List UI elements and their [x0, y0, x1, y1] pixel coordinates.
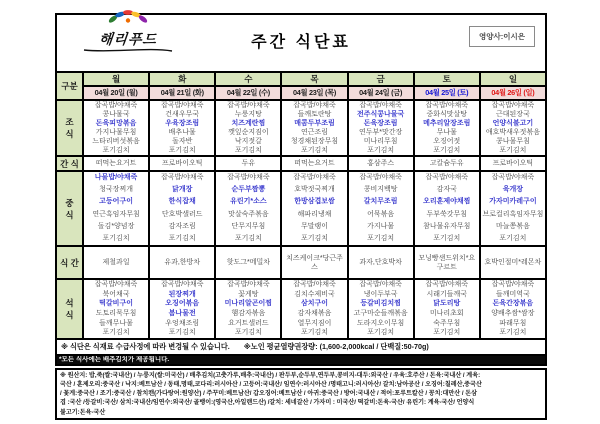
meal-section-label: 석식	[56, 279, 83, 339]
menu-cell	[215, 246, 281, 279]
day-header-cell: 수	[215, 72, 281, 86]
day-header-cell: 일	[480, 72, 546, 86]
meal-section-label: 조식	[56, 100, 83, 156]
menu-item: 잡곡밥/야채죽	[227, 102, 270, 109]
menu-item: 애호박새우젓볶음	[485, 129, 540, 136]
menu-cell	[149, 246, 215, 279]
origin-line: 불고기:돈육-국산	[60, 408, 106, 416]
menu-cell	[215, 156, 281, 171]
menu-cell	[480, 279, 546, 339]
menu-cell	[348, 171, 414, 246]
menu-item: 포기김치	[168, 329, 196, 337]
menu-item: 단호박샐러드	[161, 210, 203, 218]
menu-cell	[281, 246, 347, 279]
menu-item: 포기김치	[499, 329, 527, 337]
menu-item: 무나물	[436, 129, 457, 136]
menu-cell	[348, 246, 414, 279]
menu-item: 김치수제비국	[294, 290, 335, 298]
menu-item: 포기김치	[367, 235, 395, 243]
menu-item: 잡곡밥/야채죽	[359, 102, 402, 109]
menu-item: 양배추쌈*쌈장	[491, 310, 535, 317]
menu-item: 치즈케이크*당근주스	[286, 254, 343, 271]
menu-cell	[215, 279, 281, 339]
menu-item: 가자미카레구이	[489, 198, 537, 206]
meal-section-label: 중식	[56, 171, 83, 246]
menu-item: 포기김치	[300, 235, 329, 243]
menu-cell	[281, 100, 347, 156]
menu-item: 잡곡밥/야채죽	[359, 281, 402, 289]
menu-item: 나물밥/야채죽	[94, 174, 138, 181]
menu-item: 고등어구이	[99, 198, 133, 206]
menu-item: 포기김치	[234, 235, 262, 243]
menu-item: 무말랭이	[300, 222, 329, 230]
menu-item: 우육장조림	[165, 120, 200, 127]
menu-item: 포기김치	[102, 147, 130, 154]
menu-item: 연두부*맛간장	[358, 129, 403, 136]
menu-item: 청국장찌개	[99, 186, 133, 194]
menu-item: 우엉채조림	[165, 319, 200, 327]
menu-item: 잡곡밥/야채죽	[160, 102, 204, 109]
menu-item: 참나물유자무침	[423, 222, 471, 230]
menu-item: 마늘쫑볶음	[496, 222, 530, 230]
menu-cell	[83, 246, 149, 279]
date-cell: 04월 21일 (화)	[149, 86, 215, 100]
menu-item: 포기김치	[433, 329, 461, 337]
menu-item: 잡곡밥/야채죽	[160, 281, 204, 289]
menu-item: 한식잡채	[168, 198, 196, 206]
origin-line: / 꽃게:중국산 / 조기:중국산 / 참치캔(가다랑어:원양산) / 주꾸미:베트남산/ 갑오징어:베트남산 / 아귀:중국산 / 방어:국내산 / 적어:포루트칼산 / 꽁치:대만산 / 돈삼	[60, 390, 478, 398]
menu-item: 메추리알장조림	[423, 120, 471, 127]
menu-item: 잡곡밥/야채죽	[227, 174, 270, 181]
menu-item: 냉이두부국	[363, 290, 398, 298]
menu-cell	[480, 246, 546, 279]
menu-item: 유과,한방차	[164, 259, 201, 267]
menu-item: 콩나물무침	[496, 138, 530, 145]
menu-item: 닭개장	[172, 186, 193, 194]
menu-item: 잡곡밥/야채죽	[293, 281, 336, 289]
menu-item: 콩비지백탕	[363, 186, 398, 194]
menu-item: 호박인절미*레몬차	[484, 259, 542, 267]
menu-cell	[348, 100, 414, 156]
menu-item: 떡갈비구이	[99, 300, 133, 308]
menu-item: 어묵볶음	[367, 210, 395, 218]
menu-item: 미나리알곤이찜	[224, 300, 273, 308]
menu-cell	[281, 156, 347, 171]
menu-item: 들깨미역국	[496, 290, 530, 298]
menu-item: 육개장	[502, 186, 524, 194]
menu-item: 포기김치	[367, 147, 395, 154]
menu-change-notice: ※ 식단은 식재료 수급사정에 따라 변경될 수 있습니다.	[61, 341, 230, 351]
meal-section-label: 간 식	[56, 156, 83, 171]
menu-cell	[149, 279, 215, 339]
day-header-cell: 금	[348, 72, 414, 86]
menu-item: 오리훈제야채찜	[423, 198, 471, 206]
menu-cell	[149, 171, 215, 246]
menu-item: 순두부짬뽕	[231, 186, 266, 194]
page-title: 주간 식단표	[251, 34, 351, 51]
menu-item: 잡곡밥/야채죽	[227, 281, 270, 289]
menu-item: 포기김치	[433, 235, 461, 243]
menu-cell	[83, 100, 149, 156]
origin-line: 겹 :국산 /등갈비:국산/ 삼치:국내산/임연수:외국산/ 골뱅이:(영국산,아일랜드산) /갈치: 세네갈산 / 가자미 : 미국산/ 떡갈비:돈육-국산/ 유린기: 계육-국산/ 언양식	[60, 399, 475, 407]
meal-section-label: 식 간	[56, 246, 83, 279]
menu-cell	[215, 171, 281, 246]
menu-item: 미나리초회	[429, 310, 464, 317]
menu-item: 잡곡밥/야채죽	[425, 281, 469, 289]
menu-item: 홍삼주스	[367, 160, 395, 167]
origin-info-box	[55, 368, 547, 420]
menu-item: 가지나물	[367, 222, 395, 230]
menu-item: 들깨토란탕	[297, 111, 332, 118]
menu-item: 치즈계란찜	[231, 120, 266, 127]
menu-cell	[480, 100, 546, 156]
menu-cell	[414, 156, 480, 171]
kimchi-notice-strip: *모든 식사에는 배추김치가 제공됩니다.	[55, 356, 547, 366]
menu-item: 깻잎순지짐이	[228, 129, 269, 136]
menu-item: 등갈비김치찜	[360, 300, 401, 308]
brand-name: 해리푸드	[98, 31, 158, 47]
menu-item: 과자,단호박차	[359, 259, 402, 267]
menu-item: 잡곡밥/야채죽	[160, 174, 204, 181]
menu-item: 고구마순들깨볶음	[353, 310, 408, 317]
menu-item: 잡곡밥/야채죽	[293, 102, 336, 109]
menu-item: 요거트샐러드	[228, 319, 269, 327]
menu-item: 포기김치	[433, 147, 461, 154]
menu-item: 느타리버섯볶음	[92, 138, 140, 145]
menu-cell	[83, 279, 149, 339]
menu-item: 도라지오이무침	[356, 319, 405, 327]
menu-item: 숙주무침	[433, 319, 461, 327]
menu-cell	[414, 100, 480, 156]
date-cell: 04월 22일 (수)	[215, 86, 281, 100]
notice-row	[55, 340, 547, 356]
menu-item: 누룽지탕	[234, 111, 262, 118]
menu-item: 포기김치	[102, 235, 130, 243]
menu-item: 매콤두부조림	[294, 120, 335, 127]
menu-item: 갈치무조림	[363, 198, 398, 206]
menu-item: 모닝빵샌드위치*요구르트	[418, 254, 476, 271]
menu-item: 호박젓국찌개	[294, 186, 335, 194]
menu-item: 포기김치	[300, 147, 329, 154]
date-cell: 04월 26일 (일)	[480, 86, 546, 100]
menu-item: 들깨무나물	[99, 319, 133, 327]
menu-item: 연근흑임자무침	[92, 210, 140, 218]
menu-item: 감자채볶음	[297, 310, 332, 317]
menu-cell	[83, 171, 149, 246]
menu-item: 미나리무침	[363, 138, 398, 145]
menu-item: 배추나물	[168, 129, 196, 136]
menu-item: 삼치구이	[300, 300, 329, 308]
menu-item: 두유	[241, 160, 256, 167]
menu-item: 잡곡밥/야채죽	[425, 174, 469, 181]
menu-item: 유린기*소스	[230, 198, 267, 206]
menu-content	[55, 13, 547, 420]
menu-item: 중화식맛살탕	[426, 111, 468, 118]
menu-item: 돌김*양념장	[97, 222, 135, 230]
menu-cell	[83, 156, 149, 171]
menu-item: 언양식불고기	[492, 120, 534, 127]
menu-item: 포기김치	[234, 147, 262, 154]
date-cell: 04월 20일 (월)	[83, 86, 149, 100]
menu-item: 포기김치	[499, 235, 527, 243]
date-cell: 04월 23일 (목)	[281, 86, 347, 100]
menu-item: 시래기들깨국	[426, 290, 468, 298]
date-cell: 04월 25일 (토)	[414, 86, 480, 100]
menu-item: 근대된장국	[496, 111, 530, 118]
menu-item: 프로바이오틱	[492, 160, 534, 167]
logo-emblem-icon	[105, 8, 151, 24]
menu-item: 건새우무국	[165, 111, 200, 118]
menu-item: 잡곡밥/야채죽	[293, 174, 336, 181]
menu-item: 잡곡밥/야채죽	[491, 281, 535, 289]
menu-cell	[215, 100, 281, 156]
menu-item: 파래무침	[499, 319, 527, 327]
menu-item: 잡곡밥/야채죽	[425, 102, 469, 109]
day-header-cell: 목	[281, 72, 347, 86]
menu-cell	[480, 171, 546, 246]
menu-item: 잡곡밥/야채죽	[491, 174, 535, 181]
menu-item: 잡곡밥/야채죽	[94, 281, 138, 289]
menu-item: 단무지무침	[231, 222, 266, 230]
menu-cell	[281, 171, 347, 246]
origin-line: ※ 원산지: 밥,죽(쌀:국내산) / 누룽지(쌀:미국산) / 배추김치(고춧가루,배추:국내산) / 판두부,순두부,연두부,콩비지-대두:외국산 / 우육:호주산 / 돈육:국내산 / 계육:	[60, 371, 481, 379]
day-header-cell: 월	[83, 72, 149, 86]
menu-item: 낙지젓갈	[234, 138, 262, 145]
menu-cell	[149, 100, 215, 156]
menu-item: 포기김치	[300, 329, 329, 337]
menu-item: 가지나물무침	[95, 129, 137, 136]
menu-item: 프로바이오틱	[161, 160, 203, 167]
menu-item: 청경채된장무침	[290, 138, 339, 145]
menu-item: 한방삼겹보쌈	[294, 198, 335, 206]
menu-item: 콩나물국	[102, 111, 130, 118]
dietitian-badge: 영양사:이시은	[469, 26, 535, 47]
menu-item: 돈육장조림	[363, 120, 398, 127]
menu-item: 오징어젓	[433, 138, 461, 145]
menu-item: 해파리냉채	[297, 210, 332, 218]
menu-item: 연근조림	[300, 129, 329, 136]
menu-cell	[414, 171, 480, 246]
menu-item: 감자국	[436, 186, 457, 194]
menu-item: 북어채국	[102, 290, 130, 298]
menu-item: 두부쑥갓무침	[426, 210, 468, 218]
menu-item: 포기김치	[234, 329, 262, 337]
menu-cell	[414, 246, 480, 279]
menu-item: 햄감자볶음	[231, 310, 266, 317]
corner-label: 구분	[56, 72, 83, 100]
menu-table	[55, 71, 547, 340]
day-header-cell: 화	[149, 72, 215, 86]
menu-item: 열무지짐이	[297, 319, 332, 327]
menu-item: 포기김치	[168, 235, 196, 243]
menu-item: 된장찌개	[168, 290, 196, 298]
menu-cell	[348, 156, 414, 171]
menu-item: 돈육피망볶음	[95, 120, 137, 127]
menu-item: 브로컬리흑임자무침	[482, 210, 544, 218]
menu-cell	[149, 156, 215, 171]
menu-item: 떠먹는요거트	[95, 160, 137, 167]
menu-item: 돌자반	[172, 138, 193, 145]
menu-header	[55, 13, 547, 71]
menu-cell	[414, 279, 480, 339]
menu-item: 잡곡밥/야채죽	[491, 102, 535, 109]
menu-item: 고칼슘두유	[429, 160, 464, 167]
menu-item: 잡곡밥/야채죽	[94, 102, 138, 109]
menu-item: 포기김치	[102, 329, 130, 337]
menu-item: 제철과일	[102, 259, 130, 267]
date-cell: 04월 24일 (금)	[348, 86, 414, 100]
calorie-guideline-notice: ※노인 평균열량권장량: (1,600-2,000kcal / 단백질:50-70g)	[243, 341, 429, 351]
menu-cell	[281, 279, 347, 339]
menu-item: 돈육간장볶음	[492, 300, 534, 308]
menu-item: 포기김치	[168, 147, 196, 154]
menu-item: 꽃게탕	[238, 290, 259, 298]
menu-item: 핫도그*메밀차	[226, 259, 270, 267]
origin-line: 국산 / 훈제오리:중국산 / 낙지:베트남산 / 동태,명태,코다리:러시아산 / 고등어:국내산/ 임연수:러시아산 /명태고니:러시아산/ 갈치:남아공산 / 오징어:칠레산,중국산	[60, 380, 482, 388]
menu-item: 잡곡밥/야채죽	[359, 174, 402, 181]
menu-item: 감자조림	[168, 222, 196, 230]
menu-item: 오징어볶음	[165, 300, 200, 308]
menu-cell	[348, 279, 414, 339]
menu-item: 포기김치	[367, 329, 395, 337]
menu-item: 닭도리탕	[433, 300, 461, 308]
menu-cell	[480, 156, 546, 171]
menu-item: 전주식콩나물국	[356, 111, 405, 118]
menu-item: 도토리묵무침	[95, 310, 137, 317]
menu-item: 떠먹는요거트	[294, 160, 335, 167]
menu-item: 봄나물전	[168, 310, 196, 317]
menu-item: 포기김치	[499, 147, 527, 154]
day-header-cell: 토	[414, 72, 480, 86]
menu-item: 맛살숙주볶음	[228, 210, 269, 218]
